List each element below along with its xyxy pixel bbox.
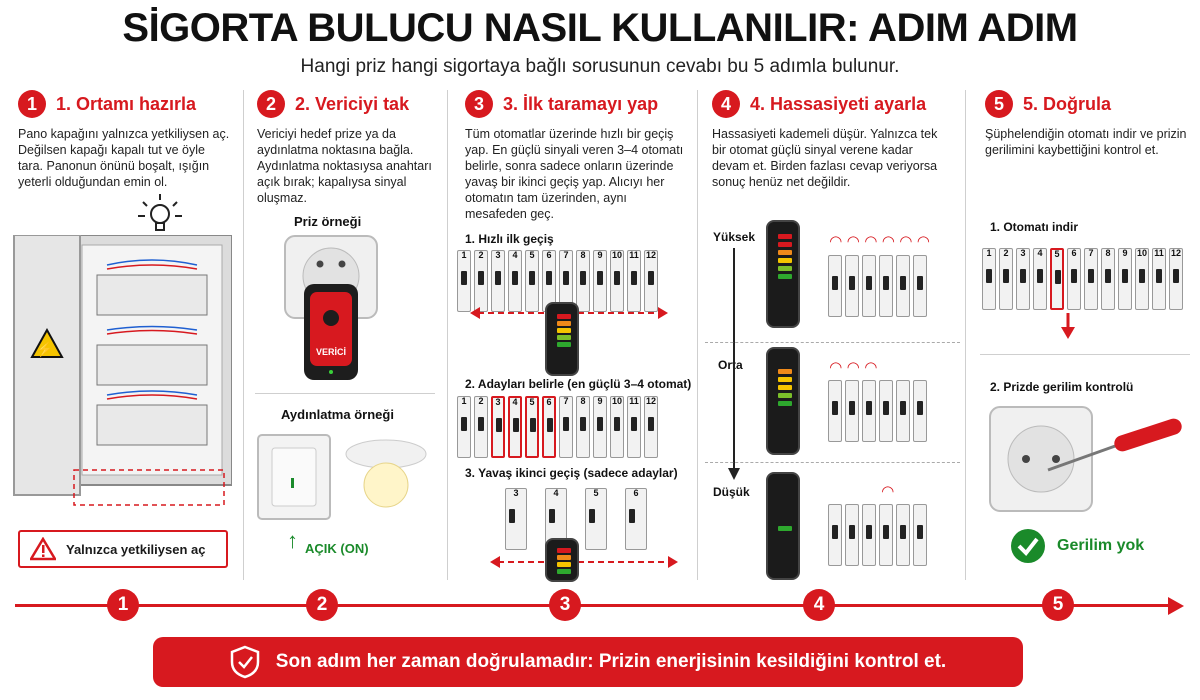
step-description: Hassasiyeti kademeli düşür. Yalnızca tek bir otomat güçlü sinyal verene kadar devam et. Birden fazlası cevap veriyorsa sonuç henüz net değildir.: [712, 127, 938, 189]
timeline-step-1: 1: [107, 589, 139, 621]
step-number: 3: [465, 90, 493, 118]
step-title: 5. Doğrula: [1023, 93, 1112, 114]
breaker-number: 11: [1154, 248, 1164, 258]
breaker-row-low: [828, 504, 927, 566]
warning-box: [18, 530, 228, 568]
voltage-test-illustration: [988, 405, 1188, 515]
receiver-device-low: [766, 472, 800, 580]
sensitivity-level-high: Yüksek: [713, 230, 756, 244]
signal-icons-medium: ◠◠◠: [830, 359, 883, 376]
breaker: [862, 504, 876, 566]
warning-icon: [30, 537, 56, 561]
breaker-number: 11: [629, 396, 639, 406]
breaker-number: 9: [597, 396, 603, 406]
step-title: 2. Vericiyi tak: [295, 93, 410, 114]
breaker-number: 10: [1136, 248, 1147, 258]
breaker: [505, 488, 527, 550]
step-title: 1. Ortamı hazırla: [56, 93, 197, 114]
step-number: 1: [18, 90, 46, 118]
svg-text:⚡: ⚡: [36, 341, 54, 357]
breaker-row-pass-2: [457, 396, 658, 458]
step-5-sub-2: 2. Prizde gerilim kontrolü: [990, 380, 1134, 394]
receiver-device: [545, 302, 579, 376]
timeline-step-3: 3: [549, 589, 581, 621]
transmitter-label: VERİCİ: [316, 347, 347, 357]
breaker-number: 11: [629, 250, 639, 260]
breaker: [457, 396, 471, 458]
breaker: [1135, 248, 1149, 310]
breaker: [879, 504, 893, 566]
breaker: [828, 380, 842, 442]
column-divider: [965, 90, 966, 580]
breaker: [1101, 248, 1115, 310]
section-divider: [705, 462, 960, 463]
sensitivity-level-medium: Orta: [718, 358, 743, 372]
breaker-number: 2: [478, 396, 484, 406]
step-number: 4: [712, 90, 740, 118]
breaker: [828, 504, 842, 566]
breaker: [982, 248, 996, 310]
breaker-number: 1: [461, 250, 467, 260]
breaker-row-medium: [828, 380, 927, 442]
breaker-number: 8: [580, 396, 586, 406]
step-description: Tüm otomatlar üzerinde hızlı bir geçiş yap. En güçlü sinyali veren 3–4 otomatı belirle, sonra sadece onların üzerinde yavaş bir ikinci geçiş yap. Alıcıyı her otomatın tam üzerinden, aynı mesafeden geç.: [465, 127, 684, 221]
breaker: [1050, 248, 1064, 310]
breaker: [862, 380, 876, 442]
breaker: [457, 250, 471, 312]
breaker-number: 6: [546, 250, 552, 260]
breaker: [999, 248, 1013, 310]
on-label: AÇIK (ON): [305, 541, 369, 556]
breaker: [625, 488, 647, 550]
breaker: [559, 396, 573, 458]
footer-text: Son adım her zaman doğrulamadır: Prizin enerjisinin kesildiğini kontrol et.: [275, 651, 947, 672]
column-divider: [243, 90, 244, 580]
breaker-number: 9: [1122, 248, 1128, 258]
column-divider: [447, 90, 448, 580]
breaker-number: 1: [986, 248, 992, 258]
breaker-number: 6: [546, 397, 552, 407]
breaker: [862, 255, 876, 317]
result-label: Gerilim yok: [1057, 537, 1145, 554]
breaker: [828, 255, 842, 317]
sensitivity-level-low: Düşük: [713, 485, 750, 499]
breaker: [508, 396, 522, 458]
page-subtitle: Hangi priz hangi sigortaya bağlı sorusunun cevabı bu 5 adımla bulunur.: [300, 56, 900, 77]
breaker: [1033, 248, 1047, 310]
transmitter-socket-illustration: [282, 234, 382, 384]
breaker: [585, 488, 607, 550]
arrow-up-icon: ↑: [287, 528, 298, 553]
timeline-step-2: 2: [306, 589, 338, 621]
lighting-example-label: Aydınlatma örneği: [281, 407, 394, 422]
breaker: [896, 380, 910, 442]
electrical-panel-illustration: [12, 235, 232, 515]
column-divider: [697, 90, 698, 580]
breaker: [1084, 248, 1098, 310]
breaker: [845, 380, 859, 442]
step-description: Şüphelendiğin otomatı indir ve prizin gerilimini kaybettiğini kontrol et.: [985, 127, 1187, 157]
breaker: [474, 396, 488, 458]
breaker: [1067, 248, 1081, 310]
breaker-number: 4: [1037, 248, 1043, 258]
breaker: [491, 396, 505, 458]
breaker-row-verify: [982, 248, 1183, 310]
breaker: [896, 255, 910, 317]
breaker: [525, 396, 539, 458]
breaker: [542, 396, 556, 458]
breaker-number: 8: [580, 250, 586, 260]
breaker-number: 5: [1054, 249, 1060, 259]
breaker: [1118, 248, 1132, 310]
breaker-number: 5: [593, 488, 599, 498]
breaker-number: 6: [633, 488, 639, 498]
breaker: [845, 255, 859, 317]
breaker-number: 5: [529, 397, 535, 407]
step-number: 2: [257, 90, 285, 118]
breaker: [913, 504, 927, 566]
arrow-down-icon: [1061, 313, 1075, 339]
breaker-number: 3: [513, 488, 519, 498]
scan-arrow: [490, 552, 680, 572]
breaker: [576, 396, 590, 458]
checkmark-icon: [1010, 528, 1046, 564]
receiver-device-medium: [766, 347, 800, 455]
breaker: [896, 504, 910, 566]
breaker-number: 7: [563, 250, 569, 260]
socket-example-label: Priz örneği: [294, 214, 362, 229]
step-5-sub-1: 1. Otomatı indir: [990, 220, 1079, 234]
breaker-number: 7: [563, 396, 569, 406]
receiver-device-high: [766, 220, 800, 328]
breaker-number: 1: [461, 396, 467, 406]
breaker-number: 4: [512, 397, 518, 407]
breaker-number: 12: [1170, 248, 1181, 258]
breaker: [593, 396, 607, 458]
shield-check-icon: [230, 645, 260, 679]
warning-text: Yalnızca yetkiliysen aç: [66, 541, 206, 557]
receiver-device: [545, 538, 579, 582]
breaker-number: 9: [597, 250, 603, 260]
breaker: [627, 396, 641, 458]
breaker: [879, 380, 893, 442]
breaker: [913, 380, 927, 442]
step-description: Vericiyi hedef prize ya da aydınlatma noktasına bağla. Aydınlatma noktasıysa anahtarı açık bırak; kapalıysa sinyal oluşmaz.: [257, 127, 432, 205]
light-switch-illustration: [256, 430, 436, 525]
breaker-number: 8: [1105, 248, 1111, 258]
timeline-step-4: 4: [803, 589, 835, 621]
section-divider: [255, 393, 435, 394]
section-divider: [705, 342, 960, 343]
pass-1-label: 1. Hızlı ilk geçiş: [465, 232, 554, 246]
breaker-row-high: [828, 255, 927, 317]
breaker-number: 4: [512, 250, 518, 260]
breaker-number: 3: [495, 250, 501, 260]
breaker: [1016, 248, 1030, 310]
breaker-number: 3: [495, 397, 501, 407]
pass-2-label: 2. Adayları belirle (en güçlü 3–4 otomat): [465, 377, 692, 391]
breaker: [913, 255, 927, 317]
step-title: 4. Hassasiyeti ayarla: [750, 93, 927, 114]
breaker-number: 3: [1020, 248, 1026, 258]
breaker-number: 5: [529, 250, 535, 260]
breaker: [845, 504, 859, 566]
breaker-number: 10: [611, 396, 622, 406]
breaker-number: 2: [1003, 248, 1009, 258]
breaker-number: 4: [553, 488, 559, 498]
page-title: SİGORTA BULUCU NASIL KULLANILIR: ADIM ADIM: [122, 6, 1078, 50]
breaker-number: 6: [1071, 248, 1077, 258]
breaker-number: 2: [478, 250, 484, 260]
signal-icons-high: ◠◠◠◠◠◠: [830, 233, 936, 250]
timeline-arrow: [1168, 597, 1184, 615]
breaker-number: 12: [645, 250, 656, 260]
section-divider: [980, 354, 1190, 355]
breaker: [610, 396, 624, 458]
breaker-number: 12: [645, 396, 656, 406]
breaker-number: 7: [1088, 248, 1094, 258]
breaker: [1152, 248, 1166, 310]
timeline-line: [15, 604, 1175, 607]
footer-banner: [153, 637, 1023, 687]
timeline-step-5: 5: [1042, 589, 1074, 621]
pass-3-label: 3. Yavaş ikinci geçiş (sadece adaylar): [465, 466, 678, 480]
step-description: Pano kapağını yalnızca yetkiliysen aç. Değilsen kapağı kapalı tut ve öyle tara. Panonun önünü boşalt, ışığın yeterli olduğundan emin ol.: [18, 127, 230, 189]
breaker: [879, 255, 893, 317]
step-title: 3. İlk taramayı yap: [503, 93, 659, 114]
step-number: 5: [985, 90, 1013, 118]
breaker-number: 10: [611, 250, 622, 260]
breaker: [1169, 248, 1183, 310]
sensitivity-arrow: [727, 248, 741, 480]
signal-icon-low: ◠: [882, 483, 894, 500]
breaker: [644, 396, 658, 458]
